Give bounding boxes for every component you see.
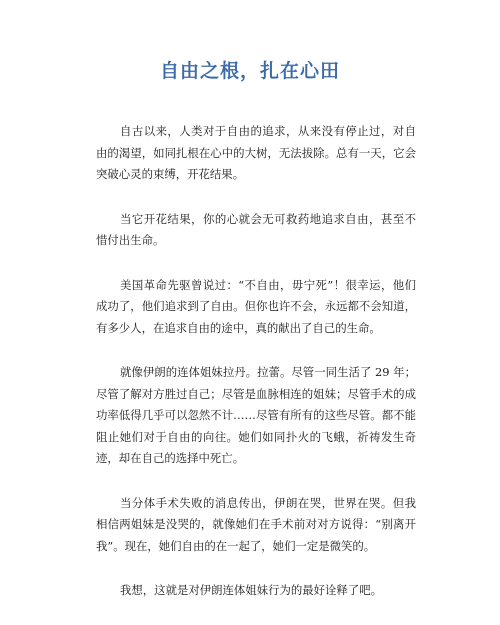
document-title: 自由之根，扎在心田 <box>159 60 340 82</box>
paragraph-1: 自古以来，人类对于自由的追求，从来没有停止过，对自由的渴望，如同扎根在心中的大树，无法拔除。总有一天，它会突破心灵的束缚，开花结果。 <box>96 124 416 181</box>
paragraph-4: 就像伊朗的连体姐妹拉丹。拉蕾。尽管一同生活了 29 年；尽管了解对方胜过自己；尽管是血脉相连的姐妹；尽管手术的成功率低得几乎可以忽然不计……尽管有所有的这些尽管。都不能阻止她们对于自由的向往。她们如同扑火的飞蛾，祈祷发生奇迹，却在自己的选择中死亡。 <box>96 365 416 465</box>
document-body <box>96 121 416 625</box>
paragraph-6: 我想，这就是对伊朗连体姐妹行为的最好诠释了吧。 <box>120 583 382 597</box>
paragraph-2: 当它开花结果，你的心就会无可救药地追求自由，甚至不惜付出生命。 <box>96 211 416 247</box>
paragraph-5: 当分体手术失败的消息传出，伊朗在哭，世界在哭。但我相信两姐妹是没哭的，就像她们在手术前对对方说得：“别离开我”。现在，她们自由的在一起了，她们一定是微笑的。 <box>96 495 416 553</box>
paragraph-3: 美国革命先驱曾说过：“不自由，毋宁死”！很幸运，他们成功了，他们追求到了自由。但你也许不会，永远都不会知道，有多少人，在追求自由的途中，真的献出了自己的生命。 <box>96 277 416 335</box>
